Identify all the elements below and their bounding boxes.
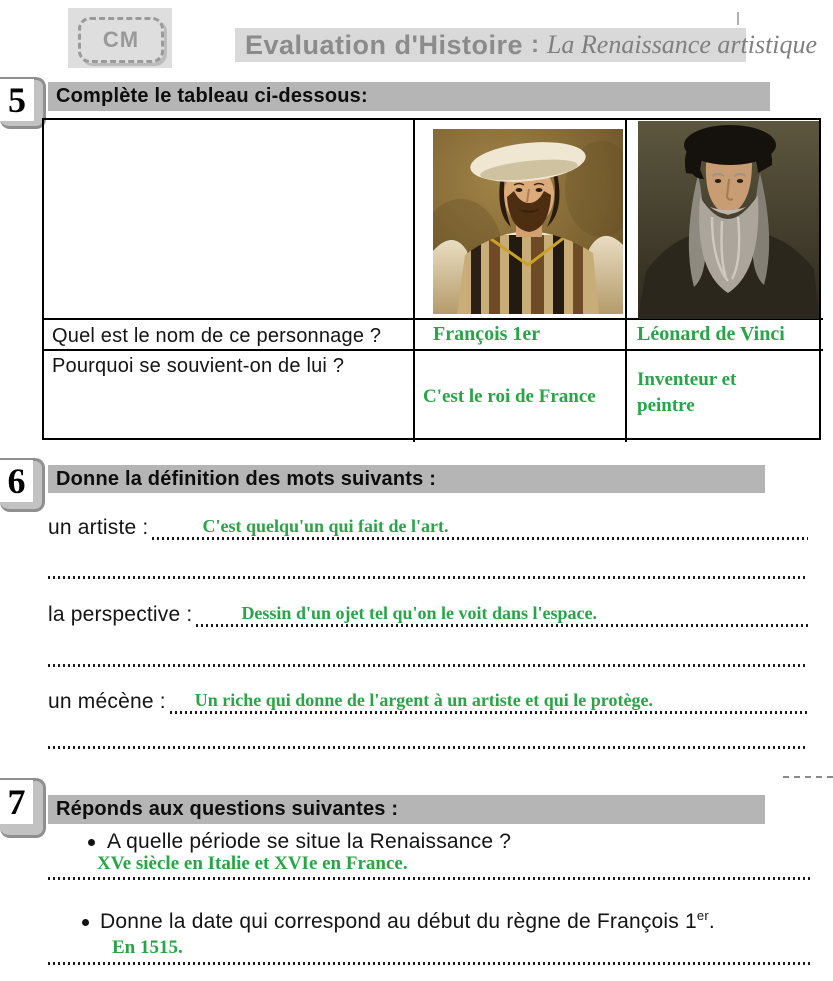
- section-6-tab: [0, 458, 45, 512]
- page-corner-mark: [737, 12, 739, 25]
- answer-dotted-line: [48, 664, 808, 667]
- question-2: [100, 908, 715, 934]
- table-cell-portrait-1: [415, 120, 627, 320]
- question-2-suffix: .: [708, 910, 715, 933]
- francois-1er-portrait: [433, 129, 623, 314]
- level-badge: [68, 8, 172, 68]
- definition-row-mecene: [48, 682, 808, 714]
- table-question-name: [44, 320, 415, 351]
- leonard-de-vinci-portrait: [638, 121, 819, 319]
- bullet-icon: [88, 839, 95, 846]
- question-1-text: A quelle période se situe la Renaissance ?: [107, 830, 512, 853]
- definition-answer: Un riche qui donne de l'argent à un artiste et qui le protège.: [194, 690, 653, 710]
- question-1: [107, 828, 511, 854]
- question-2-answer: En 1515.: [112, 937, 183, 958]
- answer-dotted-line: [48, 962, 811, 965]
- answer-text: Inventeur et peintre: [637, 369, 737, 416]
- answer-dotted-line: [152, 508, 808, 540]
- definition-label: un mécène :: [48, 690, 166, 713]
- table-answer-name-2: [627, 320, 823, 351]
- page-edge-dash: [783, 776, 833, 778]
- table-cell-portrait-2: [627, 120, 823, 320]
- section-5-heading: Complète le tableau ci-dessous:: [56, 85, 368, 107]
- section-6-heading-bar: [48, 465, 765, 493]
- definition-answer: C'est quelqu'un qui fait de l'art.: [202, 516, 449, 536]
- page-title: [235, 28, 818, 62]
- section-7-heading-bar: [48, 795, 765, 824]
- definition-row-perspective: [48, 595, 808, 627]
- section-6-number: 6: [0, 460, 33, 502]
- question-text: Pourquoi se souvient-on de lui ?: [52, 355, 345, 377]
- question-2-sup: er: [696, 908, 709, 923]
- page-title-colon: :: [530, 31, 539, 58]
- section-7-tab: [0, 778, 46, 838]
- level-badge-label: CM: [78, 17, 164, 63]
- section-7-heading: Réponds aux questions suivantes :: [56, 798, 399, 820]
- bullet-icon: [82, 919, 89, 926]
- question-1-answer: XVe siècle en Italie et XVIe en France.: [97, 853, 408, 874]
- table-answer-name-1: [415, 320, 627, 351]
- table-answer-remember-1: [415, 351, 627, 442]
- definition-label: la perspective :: [48, 603, 193, 626]
- table-question-remember: [44, 351, 415, 442]
- answer-dotted-line: [48, 576, 808, 579]
- definition-label: un artiste :: [48, 516, 149, 539]
- section-5-heading-bar: [48, 82, 770, 111]
- table-cell-empty: [44, 120, 415, 320]
- page-title-subject: La Renaissance artistique: [546, 30, 818, 59]
- table-answer-remember-2: [627, 351, 823, 442]
- answer-dotted-line: [170, 682, 808, 714]
- section-7-number: 7: [0, 780, 33, 824]
- answer-text: Léonard de Vinci: [637, 323, 785, 345]
- answer-text: C'est le roi de France: [423, 385, 596, 407]
- section-5-number: 5: [0, 79, 34, 121]
- question-2-text: Donne la date qui correspond au début du règne de François 1: [100, 910, 697, 933]
- portraits-table: [42, 118, 821, 440]
- definition-answer: Dessin d'un ojet tel qu'on le voit dans l'espace.: [241, 603, 597, 623]
- definition-row-artiste: [48, 508, 808, 540]
- answer-dotted-line: [48, 877, 811, 880]
- section-6-heading: Donne la définition des mots suivants :: [56, 467, 437, 490]
- page-title-main: Evaluation d'Histoire: [245, 29, 523, 60]
- answer-dotted-line: [196, 595, 808, 627]
- question-text: Quel est le nom de ce personnage ?: [52, 325, 382, 347]
- answer-dotted-line: [48, 746, 808, 749]
- section-5-tab: [0, 77, 46, 129]
- answer-text: François 1er: [433, 323, 541, 345]
